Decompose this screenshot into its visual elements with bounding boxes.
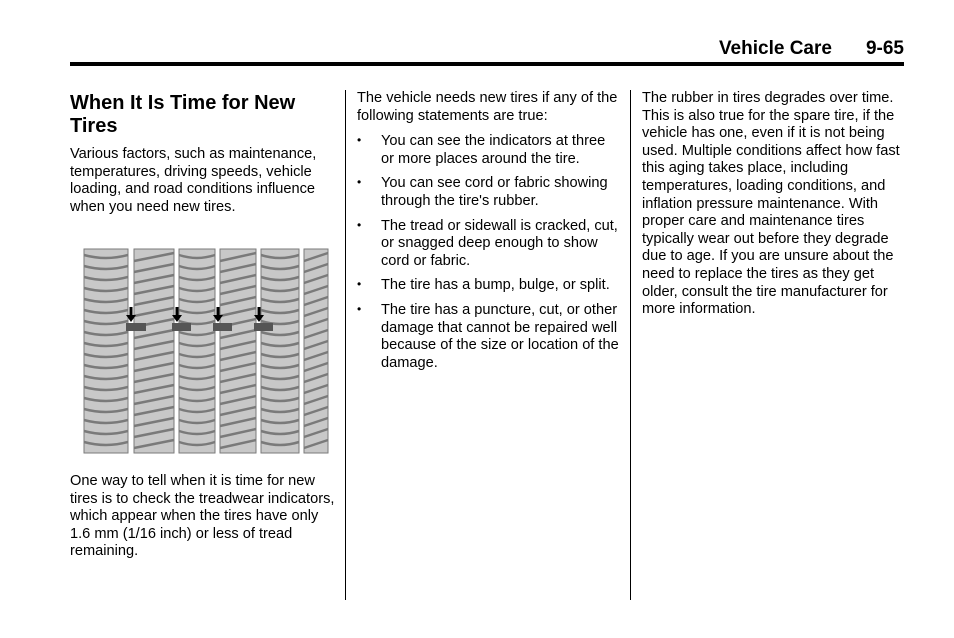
bullet-icon: • bbox=[357, 175, 362, 190]
wear-bar bbox=[126, 323, 146, 331]
wear-bar bbox=[254, 323, 273, 331]
column-right bbox=[642, 90, 907, 319]
bullet-icon: • bbox=[357, 217, 362, 232]
bullet-icon: • bbox=[357, 133, 362, 148]
list-item: • You can see the indicators at three or more places around the tire. bbox=[357, 133, 606, 167]
list-item: • The tread or sidewall is cracked, cut, or snagged deep enough to show cord or fabric. bbox=[357, 217, 618, 269]
column-divider bbox=[345, 90, 346, 600]
column-divider bbox=[630, 90, 631, 600]
column-middle bbox=[357, 90, 622, 379]
bullet-icon: • bbox=[357, 277, 362, 292]
wear-bar bbox=[172, 323, 191, 331]
treadwear-paragraph: One way to tell when it is time for new tires is to check the treadwear indicators, which appear when the tires have only 1.6 mm (1/16 inch) or less of tread remaining. bbox=[70, 472, 335, 560]
aging-paragraph: The rubber in tires degrades over time. This is also true for the spare tire, if the vehicle has one, even if it is not being used. Multiple conditions affect how fast this aging takes place, including temperatures, loading conditions, and inflation pressure maintenance. With proper care and maintenance tires typically wear out before they degrade due to age. If you are unsure about the need to replace the tires as they get older, consult the tire manufacturer for more information. bbox=[642, 90, 900, 318]
list-intro: The vehicle needs new tires if any of the following statements are true: bbox=[357, 90, 618, 124]
list-item: • The tire has a bump, bulge, or split. bbox=[357, 277, 610, 294]
page-number: 9-65 bbox=[865, 38, 904, 59]
bullet-icon: • bbox=[357, 301, 362, 316]
condition-list bbox=[357, 133, 622, 372]
tire-tread-strips bbox=[84, 249, 328, 453]
treadwear-indicator-illustration bbox=[82, 247, 330, 455]
list-item: • You can see cord or fabric showing through the tire's rubber. bbox=[357, 175, 608, 209]
intro-paragraph: Various factors, such as maintenance, temperatures, driving speeds, vehicle loading, and road conditions influence when you need new tires. bbox=[70, 146, 317, 215]
column-left bbox=[70, 90, 335, 561]
page-header bbox=[70, 38, 904, 64]
running-head bbox=[719, 38, 904, 60]
list-item: • The tire has a puncture, cut, or other damage that cannot be repaired well because of the size or location of the damage. bbox=[357, 301, 619, 371]
header-rule bbox=[70, 62, 904, 66]
section-title: Vehicle Care bbox=[718, 38, 832, 59]
section-heading: When It Is Time for New Tires bbox=[70, 92, 296, 137]
wear-bar bbox=[213, 323, 232, 331]
